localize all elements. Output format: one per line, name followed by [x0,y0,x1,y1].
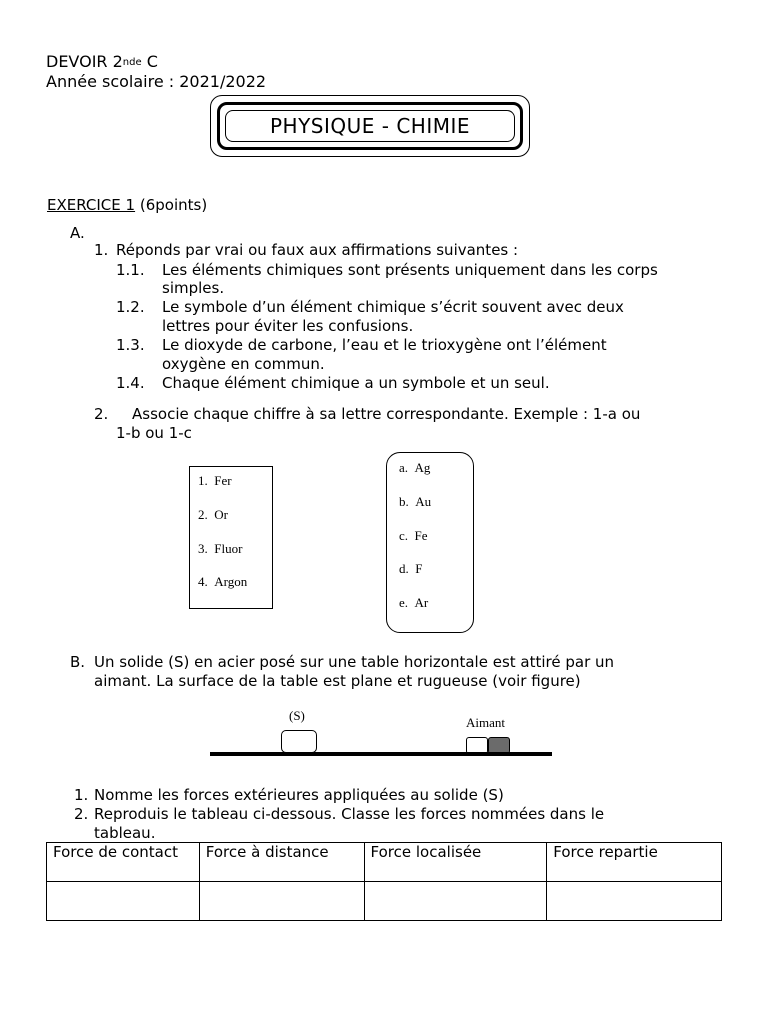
item-number: 1.2. [116,298,145,316]
forces-table [46,842,722,921]
item-number: 1.4. [116,374,145,392]
question-a2-text: Associe chaque chiffre à sa lettre correspondante. Exemple : 1-a ou [132,405,641,423]
table-empty-cell [47,882,200,921]
devoir-title: DEVOIR 2nde C [46,52,158,71]
list-item: 2. Or [198,507,228,522]
table-empty-cell [364,882,547,921]
list-item: e. Ar [399,595,429,610]
part-a-label: A. [70,224,85,242]
subject-title: PHYSIQUE - CHIMIE [225,110,515,142]
item-text-cont: simples. [162,279,225,297]
solid-block [281,730,317,753]
question-a2-number: 2. [94,405,109,423]
item-number: 1.3. [116,336,145,354]
question-a2-text-cont: 1-b ou 1-c [116,424,192,442]
exercise-points: (6points) [139,196,208,214]
table-header-cell: Force localisée [364,843,547,882]
list-item: 1. Fer [198,473,232,488]
solid-label: (S) [289,708,305,723]
subject-title-box [210,95,530,157]
table-header-cell: Force de contact [47,843,200,882]
item-text: Le symbole d’un élément chimique s’écrit souvent avec deux [162,298,624,316]
list-item: d. F [399,561,423,576]
part-b-text: Un solide (S) en acier posé sur une table horizontale est attiré par un [94,653,615,671]
item-text-cont: oxygène en commun. [162,355,325,373]
exercise-heading: EXERCICE 1 (6points) [47,196,208,214]
school-year: Année scolaire : 2021/2022 [46,72,267,91]
table-surface-line [210,752,552,756]
list-item: b. Au [399,494,432,509]
question-b2-text-cont: tableau. [94,824,156,842]
question-b2-text: Reproduis le tableau ci-dessous. Classe les forces nommées dans le [94,805,605,823]
part-b-label: B. [70,653,86,671]
item-text: Le dioxyde de carbone, l’eau et le trioxygène ont l’élément [162,336,607,354]
table-header-cell: Force repartie [547,843,722,882]
table-empty-cell [199,882,364,921]
list-item: 3. Fluor [198,541,243,556]
part-b-text-cont: aimant. La surface de la table est plane et rugueuse (voir figure) [94,672,581,690]
question-b2-number: 2. [74,805,89,823]
list-item: 4. Argon [198,574,248,589]
table-header-cell: Force à distance [199,843,364,882]
question-a1-number: 1. [94,241,109,259]
table-empty-cell [547,882,722,921]
question-b1-text: Nomme les forces extérieures appliquées au solide (S) [94,786,504,804]
item-text: Chaque élément chimique a un symbole et un seul. [162,374,550,392]
question-a1-text: Réponds par vrai ou faux aux affirmations suivantes : [116,241,519,259]
list-item: a. Ag [399,460,431,475]
question-b1-number: 1. [74,786,89,804]
list-item: c. Fe [399,528,428,543]
item-number: 1.1. [116,261,145,279]
magnet-label: Aimant [466,715,505,730]
item-text: Les éléments chimiques sont présents uniquement dans les corps [162,261,658,279]
item-text-cont: lettres pour éviter les confusions. [162,317,414,335]
